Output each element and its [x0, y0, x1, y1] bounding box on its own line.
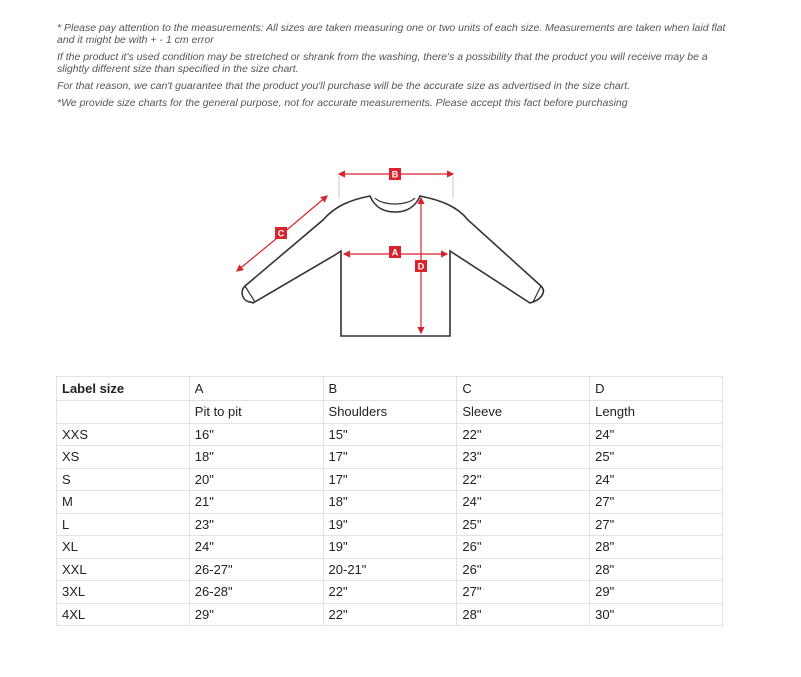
neckline [375, 198, 415, 204]
table-cell: 30" [590, 603, 723, 626]
table-cell: 21" [189, 491, 323, 514]
table-cell: 20-21" [323, 558, 457, 581]
table-cell: 20" [189, 468, 323, 491]
table-cell: 24" [457, 491, 590, 514]
table-cell: M [57, 491, 190, 514]
header-d: D [590, 377, 723, 401]
table-cell: 28" [590, 558, 723, 581]
table-cell: 17" [323, 468, 457, 491]
sweater-outline [242, 196, 543, 336]
header-c: C [457, 377, 590, 401]
header-a: A [189, 377, 323, 401]
table-cell: 18" [189, 446, 323, 469]
label-a: A [391, 247, 399, 258]
table-cell: 19" [323, 513, 457, 536]
table-cell: 22" [323, 581, 457, 604]
table-row [57, 581, 723, 604]
table-cell: 26" [457, 558, 590, 581]
label-d: D [417, 261, 425, 272]
table-cell: 25" [457, 513, 590, 536]
table-cell: 19" [323, 536, 457, 559]
table-cell: 26-28" [189, 581, 323, 604]
table-row [57, 513, 723, 536]
table-cell: 28" [590, 536, 723, 559]
table-cell: 16" [189, 423, 323, 446]
table-cell: 27" [457, 581, 590, 604]
subheader-sleeve: Sleeve [457, 401, 590, 424]
table-cell: 24" [590, 468, 723, 491]
header-b: B [323, 377, 457, 401]
table-row [57, 558, 723, 581]
table-row [57, 446, 723, 469]
subheader-pit-to-pit: Pit to pit [189, 401, 323, 424]
table-cell: 22" [323, 603, 457, 626]
table-cell: 23" [189, 513, 323, 536]
table-row [57, 491, 723, 514]
table-cell: 29" [189, 603, 323, 626]
table-cell: 26-27" [189, 558, 323, 581]
table-cell: 24" [189, 536, 323, 559]
table-cell: 27" [590, 513, 723, 536]
table-cell: 22" [457, 468, 590, 491]
note-no-guarantee: For that reason, we can't guarantee that the product you'll purchase will be the accurate size as advertised in the size chart. [57, 80, 631, 92]
table-cell: XXS [57, 423, 190, 446]
label-d-badge [415, 260, 427, 272]
table-cell: 4XL [57, 603, 190, 626]
table-cell: XXL [57, 558, 190, 581]
table-cell: 15" [323, 423, 457, 446]
sweater-measurement-diagram [225, 158, 565, 340]
measurement-notes [57, 22, 737, 114]
note-general-purpose: *We provide size charts for the general purpose, not for accurate measurements. Please accept this fact before purchasing [57, 97, 628, 109]
table-subheader-row [57, 401, 723, 424]
label-b-badge [389, 168, 401, 180]
table-cell: 28" [457, 603, 590, 626]
table-cell: 17" [323, 446, 457, 469]
note-used-condition: If the product it's used condition may be stretched or shrank from the washing, there's a possibility that the product you will receive may be a slightly different size than specified in the size chart. [57, 51, 708, 75]
table-cell: 25" [590, 446, 723, 469]
subheader-empty [57, 401, 190, 424]
table-row [57, 536, 723, 559]
label-a-badge [389, 246, 401, 258]
table-cell: XS [57, 446, 190, 469]
table-cell: 18" [323, 491, 457, 514]
table-cell: 22" [457, 423, 590, 446]
table-cell: S [57, 468, 190, 491]
table-row [57, 423, 723, 446]
table-cell: 23" [457, 446, 590, 469]
table-cell: 29" [590, 581, 723, 604]
table-cell: 26" [457, 536, 590, 559]
label-b: B [391, 169, 399, 180]
note-measurements: * Please pay attention to the measurements: All sizes are taken measuring one or two units of each size. Measurements are taken when laid flat and it might be with + - 1 cm error [57, 22, 726, 46]
size-chart-table [56, 376, 723, 626]
header-label-size: Label size [57, 377, 190, 401]
subheader-shoulders: Shoulders [323, 401, 457, 424]
table-cell: L [57, 513, 190, 536]
subheader-length: Length [590, 401, 723, 424]
table-cell: 27" [590, 491, 723, 514]
table-row [57, 468, 723, 491]
table-cell: XL [57, 536, 190, 559]
label-c-badge [275, 227, 287, 239]
table-header-row [57, 377, 723, 401]
table-row [57, 603, 723, 626]
table-cell: 24" [590, 423, 723, 446]
label-c: C [277, 228, 285, 239]
table-cell: 3XL [57, 581, 190, 604]
